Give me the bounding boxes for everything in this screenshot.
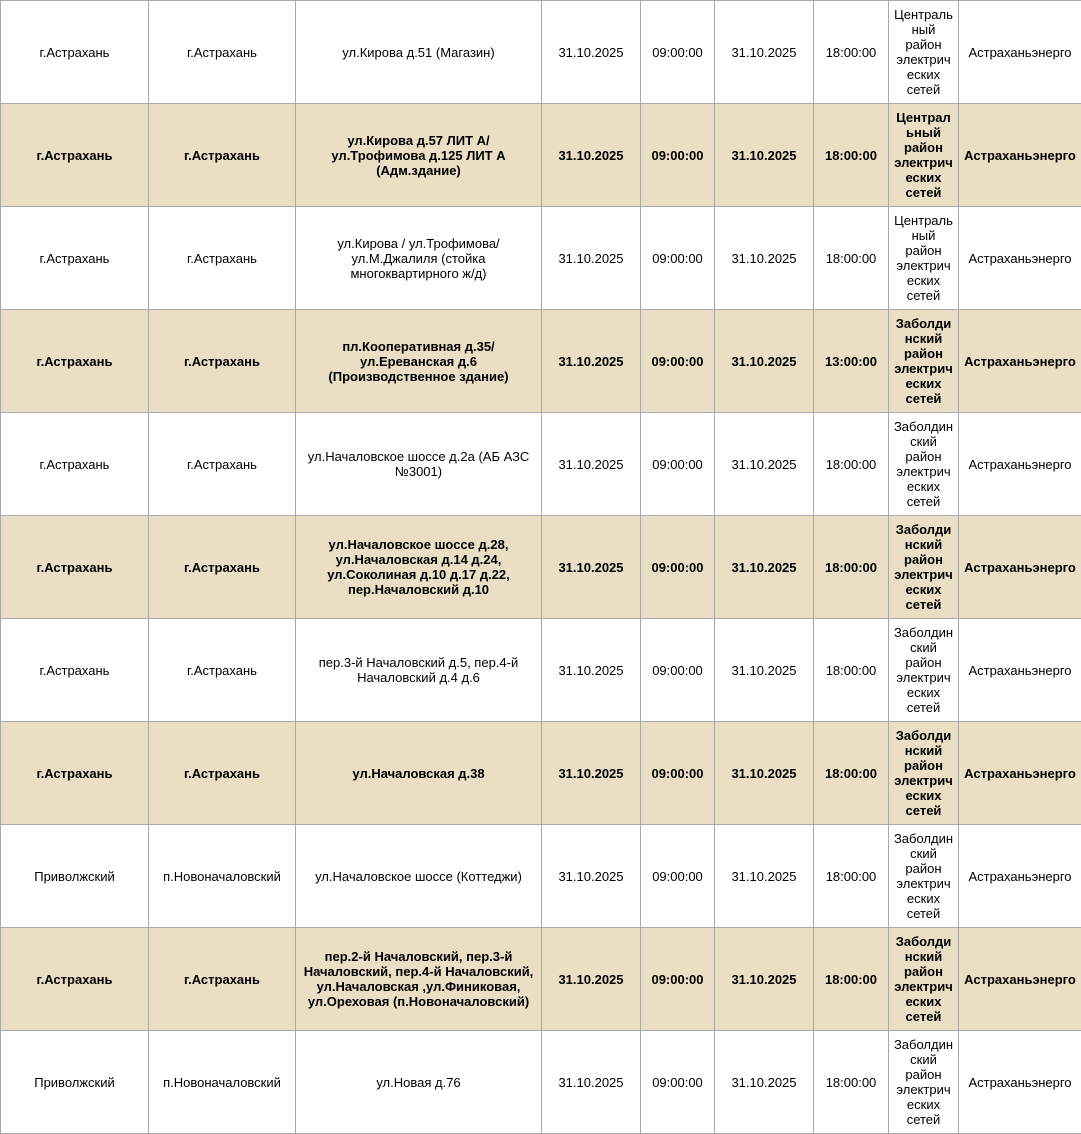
cell-network: Заболдинский район электрических сетей [889,310,959,413]
cell-date-from: 31.10.2025 [542,1,641,104]
cell-date-to: 31.10.2025 [715,1031,814,1134]
cell-network: Заболдинский район электрических сетей [889,722,959,825]
cell-company: Астраханьэнерго [959,722,1081,825]
cell-district: г.Астрахань [1,619,149,722]
cell-address: пер.2-й Началовский, пер.3-й Началовский, пер.4-й Началовский, ул.Началовская ,ул.Финиковая, ул.Ореховая (п.Новоначаловский) [296,928,542,1031]
cell-locality: г.Астрахань [149,1,296,104]
table-row [1,825,1081,928]
cell-company: Астраханьэнерго [959,207,1081,310]
cell-company: Астраханьэнерго [959,825,1081,928]
cell-network: Центральный район электрических сетей [889,207,959,310]
cell-address: ул.Началовское шоссе д.2а (АБ АЗС №3001) [296,413,542,516]
cell-time-to: 18:00:00 [814,619,889,722]
cell-date-from: 31.10.2025 [542,722,641,825]
cell-date-to: 31.10.2025 [715,413,814,516]
cell-time-from: 09:00:00 [641,928,715,1031]
cell-address: ул.Началовское шоссе д.28, ул.Началовская д.14 д.24, ул.Соколиная д.10 д.17 д.22, пер.Началовский д.10 [296,516,542,619]
cell-time-from: 09:00:00 [641,722,715,825]
cell-district: г.Астрахань [1,413,149,516]
cell-company: Астраханьэнерго [959,413,1081,516]
cell-locality: г.Астрахань [149,207,296,310]
cell-time-to: 18:00:00 [814,516,889,619]
cell-time-to: 18:00:00 [814,207,889,310]
cell-time-from: 09:00:00 [641,1,715,104]
cell-time-to: 18:00:00 [814,928,889,1031]
cell-address: пл.Кооперативная д.35/ ул.Ереванская д.6 (Производственное здание) [296,310,542,413]
cell-time-from: 09:00:00 [641,619,715,722]
cell-district: Приволжский [1,1031,149,1134]
cell-district: г.Астрахань [1,207,149,310]
cell-time-from: 09:00:00 [641,825,715,928]
cell-company: Астраханьэнерго [959,104,1081,207]
cell-date-from: 31.10.2025 [542,516,641,619]
cell-network: Заболдинский район электрических сетей [889,413,959,516]
cell-date-to: 31.10.2025 [715,619,814,722]
cell-network: Заболдинский район электрических сетей [889,928,959,1031]
cell-network: Заболдинский район электрических сетей [889,825,959,928]
cell-time-to: 18:00:00 [814,104,889,207]
cell-locality: г.Астрахань [149,722,296,825]
cell-locality: п.Новоначаловский [149,825,296,928]
cell-district: г.Астрахань [1,516,149,619]
cell-date-from: 31.10.2025 [542,619,641,722]
cell-address: пер.3-й Началовский д.5, пер.4-й Началовский д.4 д.6 [296,619,542,722]
cell-locality: г.Астрахань [149,516,296,619]
cell-district: г.Астрахань [1,722,149,825]
table-row [1,310,1081,413]
cell-date-from: 31.10.2025 [542,104,641,207]
cell-date-to: 31.10.2025 [715,310,814,413]
cell-locality: г.Астрахань [149,310,296,413]
cell-date-from: 31.10.2025 [542,207,641,310]
table-row [1,1,1081,104]
cell-company: Астраханьэнерго [959,1031,1081,1134]
cell-time-to: 13:00:00 [814,310,889,413]
cell-address: ул.Кирова / ул.Трофимова/ ул.М.Джалиля (стойка многоквартирного ж/д) [296,207,542,310]
cell-date-to: 31.10.2025 [715,825,814,928]
table-row [1,722,1081,825]
cell-date-to: 31.10.2025 [715,722,814,825]
cell-date-from: 31.10.2025 [542,1031,641,1134]
cell-date-to: 31.10.2025 [715,104,814,207]
cell-time-from: 09:00:00 [641,1031,715,1134]
cell-company: Астраханьэнерго [959,1,1081,104]
cell-district: г.Астрахань [1,104,149,207]
table-row [1,928,1081,1031]
cell-address: ул.Кирова д.57 ЛИТ А/ ул.Трофимова д.125 ЛИТ А (Адм.здание) [296,104,542,207]
table-row [1,413,1081,516]
cell-district: Приволжский [1,825,149,928]
table-row [1,207,1081,310]
cell-company: Астраханьэнерго [959,516,1081,619]
cell-address: ул.Новая д.76 [296,1031,542,1134]
cell-district: г.Астрахань [1,1,149,104]
cell-date-from: 31.10.2025 [542,413,641,516]
cell-date-from: 31.10.2025 [542,825,641,928]
cell-locality: г.Астрахань [149,928,296,1031]
cell-time-to: 18:00:00 [814,825,889,928]
cell-address: ул.Началовское шоссе (Коттеджи) [296,825,542,928]
cell-date-from: 31.10.2025 [542,928,641,1031]
table-row [1,104,1081,207]
cell-time-from: 09:00:00 [641,413,715,516]
cell-time-to: 18:00:00 [814,722,889,825]
cell-time-from: 09:00:00 [641,207,715,310]
cell-time-from: 09:00:00 [641,310,715,413]
table-row [1,516,1081,619]
cell-date-to: 31.10.2025 [715,1,814,104]
cell-time-to: 18:00:00 [814,1,889,104]
cell-network: Заболдинский район электрических сетей [889,619,959,722]
cell-company: Астраханьэнерго [959,619,1081,722]
cell-date-to: 31.10.2025 [715,516,814,619]
cell-district: г.Астрахань [1,928,149,1031]
cell-locality: г.Астрахань [149,104,296,207]
cell-locality: г.Астрахань [149,413,296,516]
cell-network: Заболдинский район электрических сетей [889,1031,959,1134]
cell-address: ул.Кирова д.51 (Магазин) [296,1,542,104]
cell-time-from: 09:00:00 [641,516,715,619]
table-body [1,1,1081,1134]
cell-date-from: 31.10.2025 [542,310,641,413]
table-row [1,1031,1081,1134]
cell-time-from: 09:00:00 [641,104,715,207]
table-row [1,619,1081,722]
cell-address: ул.Началовская д.38 [296,722,542,825]
cell-locality: г.Астрахань [149,619,296,722]
cell-date-to: 31.10.2025 [715,207,814,310]
cell-district: г.Астрахань [1,310,149,413]
cell-time-to: 18:00:00 [814,413,889,516]
cell-network: Центральный район электрических сетей [889,104,959,207]
cell-company: Астраханьэнерго [959,928,1081,1031]
cell-time-to: 18:00:00 [814,1031,889,1134]
cell-company: Астраханьэнерго [959,310,1081,413]
cell-network: Заболдинский район электрических сетей [889,516,959,619]
cell-network: Центральный район электрических сетей [889,1,959,104]
cell-locality: п.Новоначаловский [149,1031,296,1134]
cell-date-to: 31.10.2025 [715,928,814,1031]
